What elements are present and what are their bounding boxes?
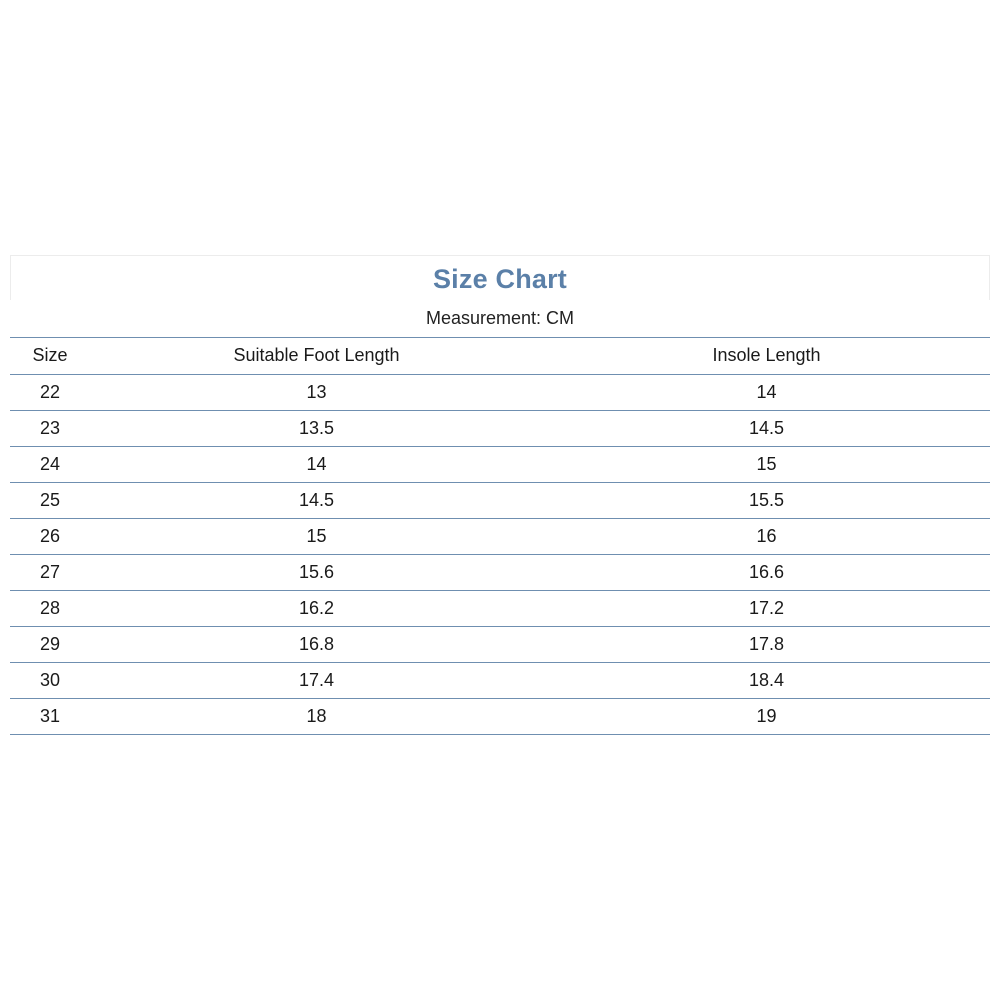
table-row <box>10 698 990 734</box>
cell-foot-length: 15.6 <box>90 554 543 590</box>
cell-foot-length: 16.2 <box>90 590 543 626</box>
header-row <box>10 338 990 374</box>
cell-size: 25 <box>10 482 90 518</box>
title-box <box>10 255 990 300</box>
cell-size: 28 <box>10 590 90 626</box>
cell-insole-length: 14.5 <box>543 410 990 446</box>
cell-insole-length: 14 <box>543 374 990 410</box>
table-row <box>10 590 990 626</box>
chart-title: Size Chart <box>432 263 568 294</box>
header-size: Size <box>10 338 90 374</box>
cell-size: 31 <box>10 698 90 734</box>
cell-size: 23 <box>10 410 90 446</box>
cell-insole-length: 16.6 <box>543 554 990 590</box>
cell-insole-length: 15 <box>543 446 990 482</box>
cell-foot-length: 17.4 <box>90 662 543 698</box>
table-row <box>10 662 990 698</box>
cell-foot-length: 18 <box>90 698 543 734</box>
cell-size: 29 <box>10 626 90 662</box>
cell-foot-length: 14 <box>90 446 543 482</box>
table-row <box>10 374 990 410</box>
cell-insole-length: 17.8 <box>543 626 990 662</box>
cell-insole-length: 15.5 <box>543 482 990 518</box>
table-row <box>10 446 990 482</box>
cell-foot-length: 14.5 <box>90 482 543 518</box>
cell-insole-length: 18.4 <box>543 662 990 698</box>
cell-size: 26 <box>10 518 90 554</box>
size-chart <box>10 255 990 735</box>
cell-size: 27 <box>10 554 90 590</box>
table-row <box>10 518 990 554</box>
cell-insole-length: 19 <box>543 698 990 734</box>
cell-size: 30 <box>10 662 90 698</box>
table-row <box>10 482 990 518</box>
header-insole-length: Insole Length <box>543 338 990 374</box>
cell-insole-length: 17.2 <box>543 590 990 626</box>
cell-foot-length: 13 <box>90 374 543 410</box>
table-row <box>10 554 990 590</box>
measurement-unit-label: Measurement: CM <box>10 300 990 338</box>
cell-foot-length: 15 <box>90 518 543 554</box>
table-row <box>10 410 990 446</box>
cell-insole-length: 16 <box>543 518 990 554</box>
cell-size: 24 <box>10 446 90 482</box>
cell-size: 22 <box>10 374 90 410</box>
size-table <box>10 338 990 735</box>
header-foot-length: Suitable Foot Length <box>90 338 543 374</box>
cell-foot-length: 13.5 <box>90 410 543 446</box>
cell-foot-length: 16.8 <box>90 626 543 662</box>
table-row <box>10 626 990 662</box>
